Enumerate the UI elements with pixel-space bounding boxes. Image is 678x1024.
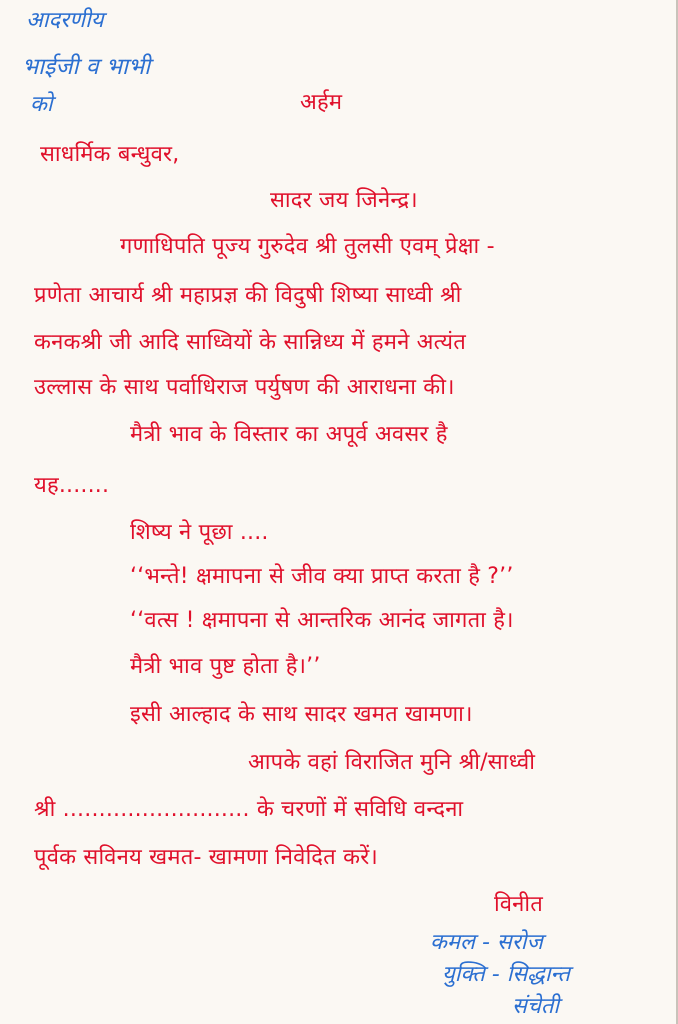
handwritten-signature-line-1: कमल - सरोज (430, 930, 543, 955)
letter-body-line: यह....... (34, 473, 110, 498)
letter-body-line: पूर्वक सविनय खमत- खामणा निवेदित करें। (34, 845, 378, 870)
handwritten-signature-line-2: युक्ति - सिद्धान्त (442, 962, 570, 987)
letter-body-line: शिष्य ने पूछा .... (130, 520, 269, 545)
letter-greeting: सादर जय जिनेन्द्र। (270, 188, 418, 213)
letter-body-line: मैत्री भाव पुष्ट होता है।’’ (130, 654, 321, 679)
letter-body-line: कनकश्री जी आदि साध्वियों के सान्निध्य में हमने अत्यंत (34, 330, 466, 355)
handwritten-address-line-1: आदरणीय (26, 8, 104, 33)
letter-closing: विनीत (494, 892, 543, 917)
letter-salutation: साधर्मिक बन्धुवर, (40, 142, 180, 167)
letter-body-line: ‘‘वत्स ! क्षमापना से आन्तरिक आनंद जागता है। (130, 608, 514, 633)
letter-heading: अर्हम (300, 90, 343, 115)
letter-body-line: आपके वहां विराजित मुनि श्री/साध्वी (248, 750, 536, 775)
letter-body-line: मैत्री भाव के विस्तार का अपूर्व अवसर है (130, 422, 448, 447)
handwritten-signature-line-3: संचेती (512, 994, 560, 1019)
handwritten-address-line-2: भाईजी व भाभी (22, 54, 151, 80)
letter-body-line: गणाधिपति पूज्य गुरुदेव श्री तुलसी एवम् प्रेक्षा - (120, 234, 495, 259)
handwritten-address-line-3: को (30, 92, 53, 117)
letter-body-line: श्री .......................... के चरणों में सविधि वन्दना (34, 797, 464, 822)
letter-body-line: उल्लास के साथ पर्वाधिराज पर्युषण की आराधना की। (34, 375, 455, 400)
letter-body-line: ‘‘भन्ते! क्षमापना से जीव क्या प्राप्त करता है ?’’ (130, 564, 514, 589)
letter-body-line: प्रणेता आचार्य श्री महाप्रज्ञ की विदुषी शिष्या साध्वी श्री (34, 283, 462, 308)
letter-body-line: इसी आल्हाद के साथ सादर खमत खामणा। (130, 702, 473, 727)
